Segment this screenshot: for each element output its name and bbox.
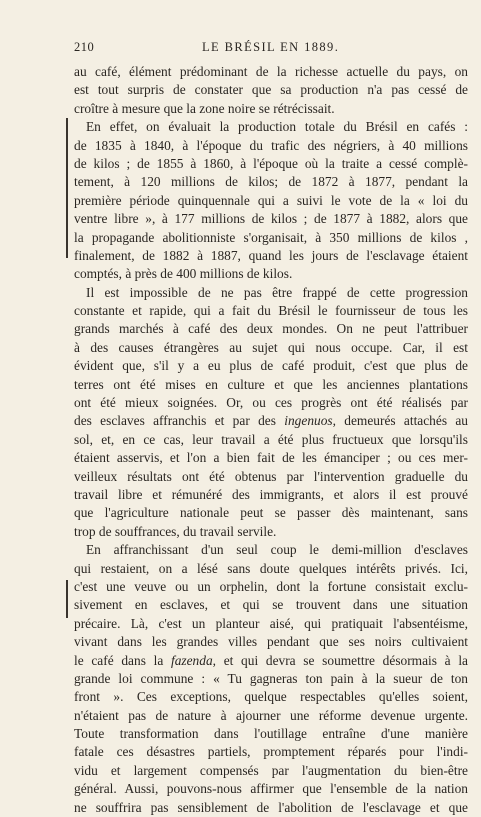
body-text xyxy=(74,63,468,817)
text-line: au café, élément prédominant de la richesse actuelle du pays, on xyxy=(74,64,468,79)
text-line: c'est une veuve ou un orphelin, dont la fortune consistait exclu- xyxy=(74,578,468,594)
text-line: vivant dans les grandes villes pendant que ses noirs cultivaient xyxy=(74,634,468,650)
text-line: front ». Ces exceptions, quelque respectables qu'elles soient, xyxy=(74,689,468,705)
text-line: En affranchissant d'un seul coup le demi-million d'esclaves xyxy=(86,542,468,558)
text-line: à des causes étrangères au sujet qui nous occupe. Car, il est xyxy=(74,339,468,355)
margin-mark xyxy=(66,118,68,258)
text-line: qui restaient, on a lésé sans doute quelques intérêts privés. Ici, xyxy=(74,560,468,576)
text-line: est tout surpris de constater que sa production n'a pas cessé de xyxy=(74,82,468,98)
text-line: général. Aussi, pouvons-nous affirmer que l'ensemble de la nation xyxy=(74,781,468,797)
text-line: première période quinquennale qui a suivi le vote de la « loi du xyxy=(74,192,468,208)
text-line: ventre libre », à 177 millions de kilos ; de 1877 à 1882, alors que xyxy=(74,211,468,227)
text-line: En effet, on évaluait la production totale du Brésil en cafés : xyxy=(86,119,468,135)
text-line: sivement en esclaves, et qui se trouvent dans une situation xyxy=(74,597,468,613)
page-header xyxy=(74,40,441,56)
text-line: que l'agriculture nationale peut se passer dès maintenant, sans xyxy=(74,505,468,521)
margin-mark xyxy=(66,580,68,618)
text-line: ne souffrira pas sensiblement de l'abolition de l'esclavage et que xyxy=(74,799,468,815)
text-line: sol, et, en ce cas, leur travail a été plus fructueux que lorsqu'ils xyxy=(74,431,468,447)
text-line: constante et rapide, qui a fait du Brésil le fournisseur de tous les xyxy=(74,303,468,319)
text-line: fatale ces désastres partiels, promptement réparés pour l'indi- xyxy=(74,744,468,760)
text-line: travail libre et rémunéré des immigrants, et alors il est prouvé xyxy=(74,486,468,502)
text-line: grande loi commune : « Tu gagneras ton pain à la sueur de ton xyxy=(74,670,468,686)
text-line: Il est impossible de ne pas être frappé de cette progression xyxy=(86,284,468,300)
text-line: la propagande abolitionniste s'organisait, à 350 millions de kilos , xyxy=(74,229,468,245)
text-line: veilleux résultats ont été obtenus par l'intervention graduelle du xyxy=(74,468,468,484)
text-line: précaire. Là, c'est un planteur aisé, qui pratiquait l'absentéisme, xyxy=(74,615,468,631)
page-number: 210 xyxy=(74,40,95,54)
text-line: ont été mieux soignées. Or, ou ces progrès ont été réalisés par xyxy=(74,395,468,411)
text-line: étaient asservis, et l'on a bien fait de les émanciper ; ou ces mer- xyxy=(74,450,468,466)
text-line: le café dans la fazenda, et qui devra se soumettre désormais à la xyxy=(74,652,468,668)
text-line: comptés, à près de 400 millions de kilos. xyxy=(74,266,293,282)
running-title: LE BRÉSIL EN 1889. xyxy=(202,40,340,54)
text-line: finalement, de 1882 à 1887, quand les jours de l'esclavage étaient xyxy=(74,247,468,263)
text-line: croître à mesure que la zone noire se rétrécissait. xyxy=(74,100,335,116)
text-line: terres ont été mises en culture et que les anciennes plantations xyxy=(74,376,468,392)
text-line: n'étaient pas de nature à ajourner une réforme devenue urgente. xyxy=(74,707,468,723)
text-line: vidu et largement compensés par l'augmentation du bien-être xyxy=(74,762,468,778)
text-line: trop de souffrances, du travail servile. xyxy=(74,523,277,539)
text-line: de kilos ; de 1855 à 1860, à l'époque où la traite a cessé complè- xyxy=(74,155,468,171)
text-line: de 1835 à 1840, à l'époque du trafic des négriers, à 40 millions xyxy=(74,137,468,153)
text-line: Toute transformation dans l'outillage entraîne d'une manière xyxy=(74,726,468,742)
text-line: des esclaves affranchis et par des ingenuos, demeurés attachés au xyxy=(74,413,468,429)
text-line: tement, à 120 millions de kilos; de 1872 à 1877, pendant la xyxy=(74,174,468,190)
text-line: évident que, s'il y a eu plus de café produit, c'est que plus de xyxy=(74,358,468,374)
text-line: grands marchés à café des deux mondes. On ne peut l'attribuer xyxy=(74,321,468,337)
